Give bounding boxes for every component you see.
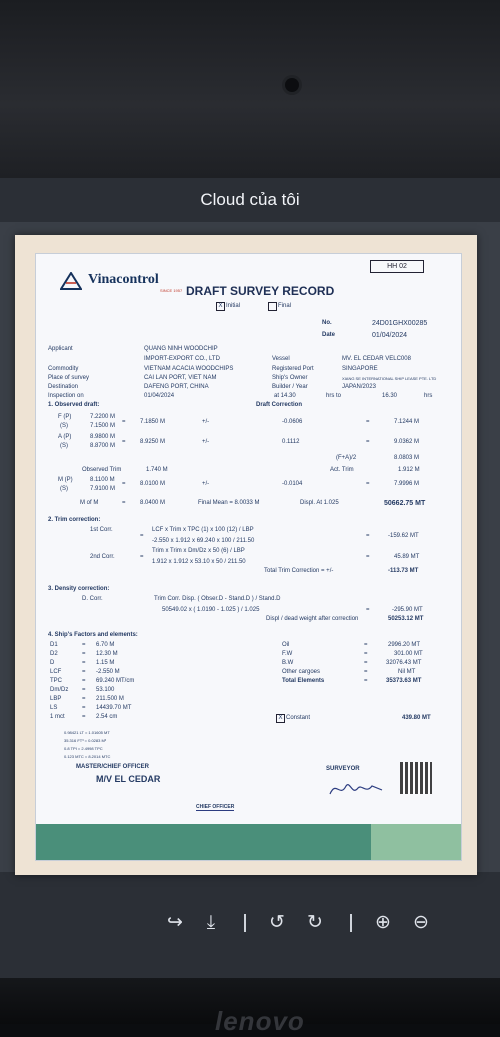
fw-value: 301.00 MT — [394, 651, 423, 657]
other-cargoes-value: Nil MT — [398, 669, 416, 675]
applicant-value-1: QUANG NINH WOODCHIP — [144, 346, 218, 352]
constant-value: 439.80 MT — [402, 715, 431, 721]
viewer-toolbar — [0, 900, 500, 950]
draft-survey-sheet: Vinacontrol SINCE 1957 HH 02 DRAFT SURVEY RECORD X Initial Final No. 24D01GHX00285 Date 01/04/2024 Applicant QUANG NINH WOODCHIP IMPORT-EXPORT CO., LTD Vessel MV. EL CEDAR VELC008 Commodity VIETNAM ACACIA WOODCHIPS Registered Port SINGAPORE Place of survey CAI LAN PORT, VIET NAM Ship's Owner XIANG SE INTERNATIONAL SHIP LEASE PTE. LTD Destination DAFENG PORT, CHINA Builder / Year JAPAN/2023 Inspection on 01/04/2024 at 14.30 hrs to 16.30 hrs 1. Observed draft: Draft Correction F (P) 7.2200 M (S) 7.1500 M = 7.1850 M +/- -0.0606 = 7.1244 M A (P) 8.9800 M (S) 8.8700 M = 8.9250 M +/- 0.1112 = 9.0362 M (F+A)/2 8.0803 M Observed Trim 1.740 M Act. Trim 1.912 M M (P) 8.1100 M (S) 7.9100 M = 8.0100 M +/- -0.0104 = 7.9996 M M of M = 8.0400 M Final Mean = 8.0033 M Displ. At 1.025 50662.75 MT 2. Trim correction: 1st Corr. LCF x Trim x TPC (1) x 100 (12) / LBP = -2.550 x 1.912 x 69.240 x 100 / 211.50 = -159.62 MT 2nd Corr. Trim x Trim x Dm/Dz x 50 (6) / LBP = 1.912 x 1.912 x 53.10 x 50 / 211.50 = 45.89 MT Total Trim Correction = +/- -113.73 MT 3. Density correction: D. Corr. Trim Corr. Disp. ( Obser.D - Stand.D ) / Stand.D 50549.02 x ( 1.0190 - 1.025 ) / 1.025 = -295.90 MT Displ / dead weight after correction 50253.12 MT 4. Ship's Factors and elements: D1 = 6.70 M D2 = 12.30 M D = 1.15 M LCF = -2.550 M TPC = 69.240 MT/cm Dm/Dz = 53.100 LBP = 211.500 M LS = 14439.70 MT 1 mct = 2.54 cm Oil = 2996.20 MT F.W = 301.00 MT B.W = 32076.43 MT Other cargoes = Nil MT Total Elements = 35373.63 MT X Constant 439.80 MT 0.98421 LT = 1.01605 MT 35.316 FT³ = 0.0283 M³ 0.8 TPI = 2.4998 TPC 0.123 MTC = 8.2014 MTC MASTER/CHIEF OFFICER M/V EL CEDAR CHIEF OFFICER SURVEYOR — [35, 253, 462, 861]
factor-label: Dm/Dz — [50, 687, 69, 693]
date-label: Date — [322, 332, 336, 338]
a-mean: 8.9250 M — [140, 439, 166, 445]
toolbar-separator — [350, 914, 352, 932]
conversion-2: 35.316 FT³ = 0.0283 M³ — [64, 738, 107, 743]
f-correction: -0.0606 — [282, 419, 303, 425]
window-title: Cloud của tôi — [200, 190, 300, 209]
surveyor-label: SURVEYOR — [326, 766, 360, 772]
ms-value: 7.9100 M — [90, 486, 116, 492]
first-corr-header: LCF x Trim x TPC (1) x 100 (12) / LBP — [152, 527, 254, 533]
final-mean: Final Mean = 8.0033 M — [198, 500, 260, 506]
inspection-date: 01/04/2024 — [144, 393, 175, 399]
total-elements-label: Total Elements — [282, 678, 325, 684]
m-result: 7.9996 M — [394, 481, 420, 487]
laptop-brand: lenovo — [215, 1006, 305, 1036]
factor-value: 69.240 MT/cm — [96, 678, 135, 684]
factor-value: 211.500 M — [96, 696, 124, 702]
mp-value: 8.1100 M — [90, 477, 115, 483]
fs-value: 7.1500 M — [90, 423, 116, 429]
inspection-hrs: hrs — [424, 393, 433, 399]
second-corr-result: 45.89 MT — [394, 554, 420, 560]
first-corr-result: -159.62 MT — [388, 533, 419, 539]
photo-document — [15, 235, 477, 875]
section-trim-correction: 2. Trim correction: — [48, 517, 101, 523]
ms-label: (S) — [60, 486, 68, 492]
a-correction: 0.1112 — [282, 439, 300, 445]
registered-port-label: Registered Port — [272, 366, 314, 372]
total-trim-label: Total Trim Correction = +/- — [264, 568, 334, 574]
factor-value: 1.15 M — [96, 660, 115, 666]
conversion-1: 0.98421 LT = 1.01605 MT — [64, 730, 110, 735]
applicant-value-2: IMPORT-EXPORT CO., LTD — [144, 356, 220, 362]
factor-value: 2.54 cm — [96, 714, 118, 720]
ap-value: 8.9800 M — [90, 434, 116, 440]
place-label: Place of survey — [48, 375, 90, 381]
vessel-value: MV. EL CEDAR VELC008 — [342, 356, 411, 362]
share-icon[interactable]: ↪ — [167, 912, 183, 933]
form-tag: HH 02 — [370, 260, 424, 273]
fw-label: F.W — [282, 651, 293, 657]
factor-label: 1 mct — [50, 714, 65, 720]
factor-value: 6.70 M — [96, 642, 115, 648]
as-label: (S) — [60, 443, 68, 449]
logo-name: Vinacontrol — [88, 272, 159, 287]
act-trim-value: 1.912 M — [398, 467, 420, 473]
destination-label: Destination — [48, 384, 79, 390]
displacement-value: 50662.75 MT — [384, 500, 426, 507]
inspection-at: at 14.30 — [274, 393, 296, 399]
chief-officer-stamp: CHIEF OFFICER — [196, 804, 235, 810]
section-density-correction: 3. Density correction: — [48, 586, 110, 592]
factor-label: D1 — [50, 642, 58, 648]
inspection-to: 16.30 — [382, 393, 398, 399]
m-mean: 8.0100 M — [140, 481, 166, 487]
bw-label: B.W — [282, 660, 294, 666]
fp-label: F (P) — [58, 414, 72, 420]
f-result: 7.1244 M — [394, 419, 420, 425]
first-corr-label: 1st Corr. — [90, 527, 113, 533]
factor-label: TPC — [50, 678, 62, 684]
observed-trim-value: 1.740 M — [146, 467, 168, 473]
builder-value: JAPAN/2023 — [342, 384, 376, 390]
act-trim-label: Act. Trim — [330, 467, 354, 473]
fs-label: (S) — [60, 423, 68, 429]
oil-value: 2996.20 MT — [388, 642, 421, 648]
final-checkbox — [268, 302, 277, 311]
registered-port-value: SINGAPORE — [342, 366, 378, 372]
factor-label: D — [50, 660, 55, 666]
factor-label: LCF — [50, 669, 62, 675]
fa2-value: 8.0803 M — [394, 455, 420, 461]
factor-value: 12.30 M — [96, 651, 118, 657]
d-corr-values: 50549.02 x ( 1.0190 - 1.025 ) / 1.025 — [162, 607, 260, 613]
second-corr-label: 2nd Corr. — [90, 554, 115, 560]
other-cargoes-label: Other cargoes — [282, 669, 321, 675]
rotate-left-icon[interactable]: ↺ — [269, 912, 285, 933]
conversion-3: 0.8 TPI = 2.4998 TPC — [64, 746, 103, 751]
conversion-4: 0.123 MTC = 8.2014 MTC — [64, 754, 111, 759]
place-value: CAI LAN PORT, VIET NAM — [144, 375, 217, 381]
inspection-hrs-to: hrs to — [326, 393, 342, 399]
factor-value: 53.100 — [96, 687, 115, 693]
document-title: DRAFT SURVEY RECORD — [186, 284, 335, 298]
factor-value: -2.550 M — [96, 669, 120, 675]
logo-since: SINCE 1957 — [160, 288, 183, 293]
total-elements-value: 35373.63 MT — [386, 678, 422, 684]
qr-code-icon — [400, 762, 432, 794]
document-footer — [36, 824, 461, 860]
constant-checkbox: X — [276, 714, 285, 723]
total-trim-value: -113.73 MT — [388, 568, 419, 574]
bw-value: 32076.43 MT — [386, 660, 422, 666]
d-corr-result: -295.90 MT — [392, 607, 423, 613]
laptop-bezel-top — [0, 0, 500, 190]
zoom-out-icon[interactable]: ⊖ — [413, 912, 429, 933]
applicant-label: Applicant — [48, 346, 73, 352]
as-value: 8.8700 M — [90, 443, 116, 449]
webcam-icon — [285, 78, 299, 92]
master-label: MASTER/CHIEF OFFICER — [76, 764, 149, 770]
section-observed-draft: 1. Observed draft: — [48, 402, 100, 408]
date-value: 01/04/2024 — [372, 332, 408, 339]
fp-value: 7.2200 M — [90, 414, 116, 420]
owner-value: XIANG SE INTERNATIONAL SHIP LEASE PTE. LTD — [342, 376, 437, 381]
displacement-label: Displ. At 1.025 — [300, 500, 339, 506]
factor-value: 14439.70 MT — [96, 705, 132, 711]
inspection-label: Inspection on — [48, 393, 84, 399]
surveyor-signature-icon — [326, 776, 386, 802]
footer-brand-block — [371, 824, 461, 860]
download-icon[interactable]: ⤓ — [206, 912, 216, 933]
builder-label: Builder / Year — [272, 384, 308, 390]
destination-value: DAFENG PORT, CHINA — [144, 384, 209, 390]
displ-after-label: Displ / dead weight after correction — [266, 616, 359, 622]
ap-label: A (P) — [58, 434, 72, 440]
commodity-value: VIETNAM ACACIA WOODCHIPS — [144, 366, 234, 372]
zoom-in-icon[interactable]: ⊕ — [375, 912, 391, 933]
m-of-m-label: M of M — [80, 500, 99, 506]
rotate-right-icon[interactable]: ↻ — [307, 912, 323, 933]
owner-label: Ship's Owner — [272, 375, 308, 381]
d-corr-header: Trim Corr. Disp. ( Obser.D - Stand.D ) / Stand.D — [154, 596, 281, 602]
second-corr-values: 1.912 x 1.912 x 53.10 x 50 / 211.50 — [152, 559, 246, 565]
logo-mark-icon — [60, 272, 82, 290]
m-of-m-value: 8.0400 M — [140, 500, 166, 506]
no-label: No. — [322, 320, 332, 326]
d-corr-label: D. Corr. — [82, 596, 103, 602]
f-mean: 7.1850 M — [140, 419, 166, 425]
mp-label: M (P) — [58, 477, 73, 483]
toolbar-separator — [244, 914, 246, 932]
factor-label: LBP — [50, 696, 62, 702]
draft-correction-header: Draft Correction — [256, 402, 303, 408]
displ-after-value: 50253.12 MT — [388, 616, 424, 622]
master-signature: M/V EL CEDAR — [96, 774, 161, 784]
oil-label: Oil — [282, 642, 290, 648]
observed-trim-label: Observed Trim — [82, 467, 122, 473]
section-ship-factors: 4. Ship's Factors and elements: — [48, 632, 138, 638]
no-value: 24D01GHX00285 — [372, 320, 428, 327]
factor-label: LS — [50, 705, 58, 711]
first-corr-values: -2.550 x 1.912 x 69.240 x 100 / 211.50 — [152, 538, 255, 544]
fa2-label: (F+A)/2 — [336, 455, 357, 461]
vessel-label: Vessel — [272, 356, 290, 362]
constant-label: Constant — [286, 715, 311, 721]
initial-checkbox: X — [216, 302, 225, 311]
m-correction: -0.0104 — [282, 481, 303, 487]
final-label: Final — [278, 303, 292, 309]
second-corr-header: Trim x Trim x Dm/Dz x 50 (6) / LBP — [152, 548, 245, 554]
commodity-label: Commodity — [48, 366, 79, 372]
initial-label: Initial — [226, 303, 241, 309]
a-result: 9.0362 M — [394, 439, 420, 445]
factor-label: D2 — [50, 651, 58, 657]
